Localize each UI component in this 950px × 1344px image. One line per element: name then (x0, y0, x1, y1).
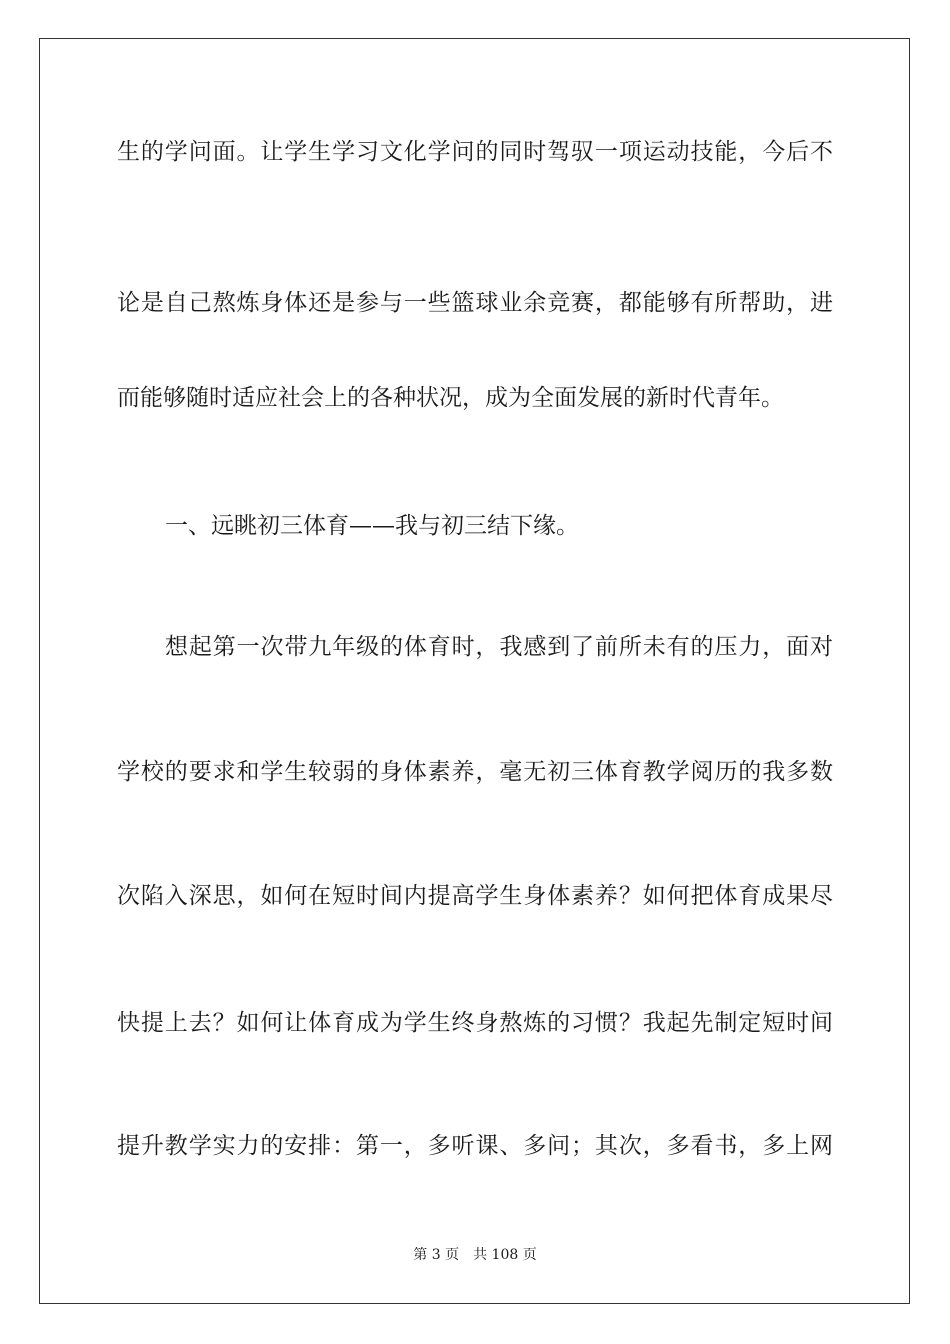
paragraph-line-7: 快提上去？如何让体育成为学生终身熬炼的习惯？我起先制定短时间 (117, 1010, 833, 1036)
paragraph-line-8: 提升教学实力的安排：第一，多听课、多问；其次，多看书，多上网 (117, 1133, 833, 1159)
paragraph-line-6: 次陷入深思，如何在短时间内提高学生身体素养？如何把体育成果尽 (117, 883, 833, 909)
paragraph-line-1: 生的学问面。让学生学习文化学问的同时驾驭一项运动技能，今后不 (117, 139, 833, 165)
page-footer (0, 1245, 950, 1265)
paragraph-line-4: 想起第一次带九年级的体育时，我感到了前所未有的压力，面对 (165, 634, 833, 660)
paragraph-line-2: 论是自己熬炼身体还是参与一些篮球业余竞赛，都能够有所帮助，进 (117, 290, 833, 316)
paragraph-line-3: 而能够随时适应社会上的各种状况，成为全面发展的新时代青年。 (117, 385, 784, 411)
total-pages: 共 108 页 (473, 1247, 537, 1263)
page-border (39, 38, 910, 1304)
section-heading: 一、远眺初三体育——我与初三结下缘。 (165, 513, 579, 539)
page-number: 第 3 页 (413, 1247, 460, 1263)
paragraph-line-5: 学校的要求和学生较弱的身体素养，毫无初三体育教学阅历的我多数 (117, 759, 833, 785)
